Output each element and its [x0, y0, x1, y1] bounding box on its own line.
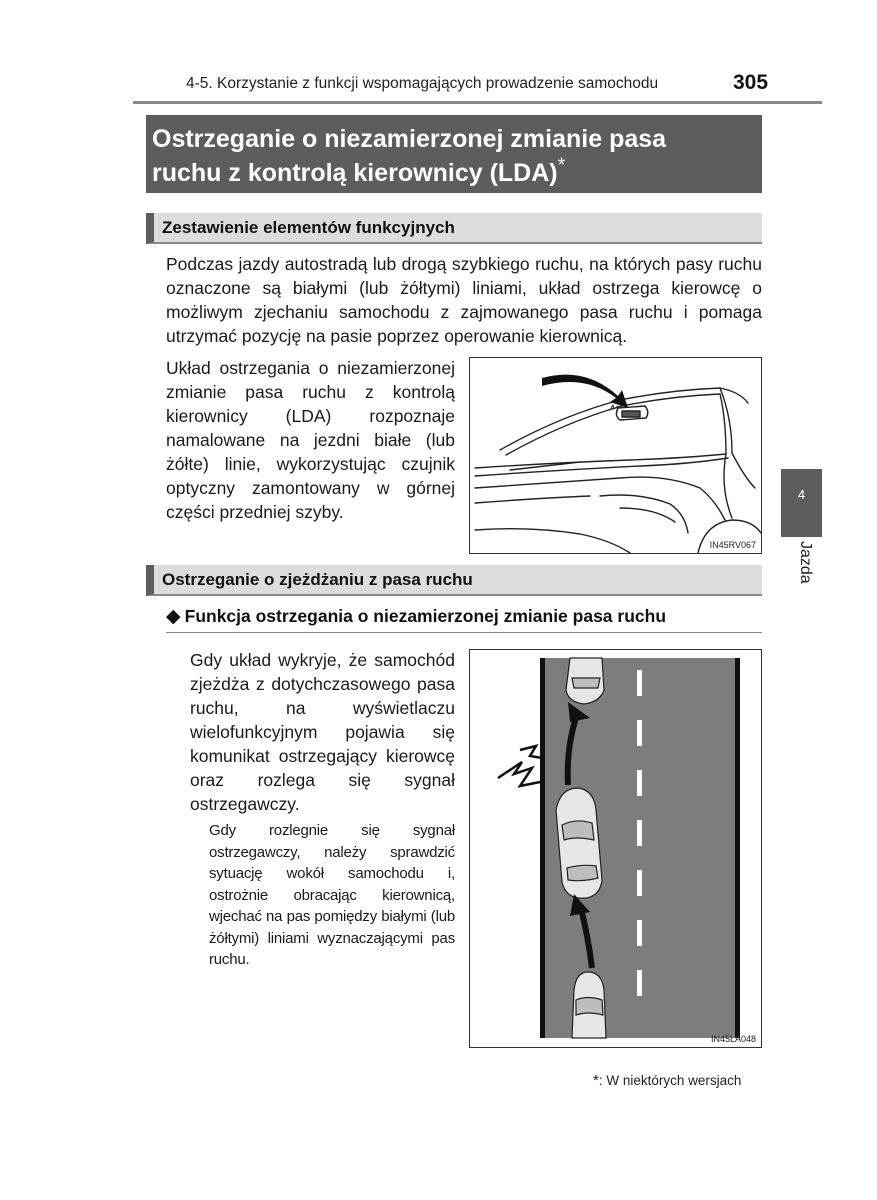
running-header: 4-5. Korzystanie z funkcji wspomagających prowadzenie samochodu [186, 75, 659, 92]
header-rule [133, 101, 822, 104]
warning-paragraph: Gdy układ wykryje, że samochód zjeżdża z dotychczasowego pasa ruchu, na wyświetlaczu wielofunkcyjnym pojawia się komunikat ostrzegający kierowcę oraz rozlega się sygnał ostrzegawczy. [190, 650, 455, 814]
footnote-symbol: * [593, 1072, 599, 1089]
figure-code-2: IN45LA048 [710, 1034, 756, 1044]
warning-note-paragraph: Gdy rozlegnie się sygnał ostrzegawczy, należy sprawdzić sytuację wokół samochodu i, ostrożnie obracając kierownicą, wjechać na pas pomiędzy białymi (lub żółtymi) liniami wyznaczającymi pas ruchu. [209, 822, 455, 968]
chapter-label: Jazda [797, 541, 814, 584]
figure-lane-departure [469, 649, 762, 1048]
intro-paragraph: Podczas jazdy autostradą lub drogą szybkiego ruchu, na których pasy ruchu oznaczone są białymi (lub żółtymi) liniami, układ ostrzega kierowcę o możliwym zjechaniu samochodu z zajmowanego pasa ruchu i pomaga utrzymać pozycję na pasie poprzez operowanie kierownicą. [166, 254, 762, 346]
subsection-heading-text: Funkcja ostrzegania o niezamierzonej zmianie pasa ruchu [184, 606, 667, 626]
figure-code-1: IN45RV067 [709, 540, 756, 550]
diamond-bullet-icon: ◆ [166, 606, 181, 627]
title-asterisk: * [557, 154, 566, 177]
footnote-text: : W niektórych wersjach [598, 1073, 742, 1088]
section-heading-functional-elements: Zestawienie elementów funkcyjnych [146, 213, 762, 244]
lane-departure-illustration [470, 650, 761, 1047]
chapter-number: 4 [797, 487, 806, 502]
lda-description-paragraph: Układ ostrzegania o niezamierzonej zmianie pasa ruchu z kontrolą kierownicy (LDA) rozpoznaje namalowane na jezdni białe (lub żółte) linie, wykorzystując czujnik optyczny zamontowany w górnej części przedniej szyby. [166, 358, 455, 522]
figure-windshield-sensor [469, 357, 762, 554]
footnote [593, 1072, 741, 1089]
page-title [146, 115, 762, 193]
subsection-heading-lane-warning [166, 605, 762, 633]
car-windshield-illustration [470, 358, 761, 553]
chapter-tab [781, 469, 822, 537]
section-heading-lane-departure: Ostrzeganie o zjeżdżaniu z pasa ruchu [146, 565, 762, 596]
title-line-1: Ostrzeganie o niezamierzonej zmianie pasa [152, 125, 667, 153]
title-line-2: ruchu z kontrolą kierownicy (LDA) [152, 159, 558, 187]
page-number: 305 [733, 71, 769, 94]
